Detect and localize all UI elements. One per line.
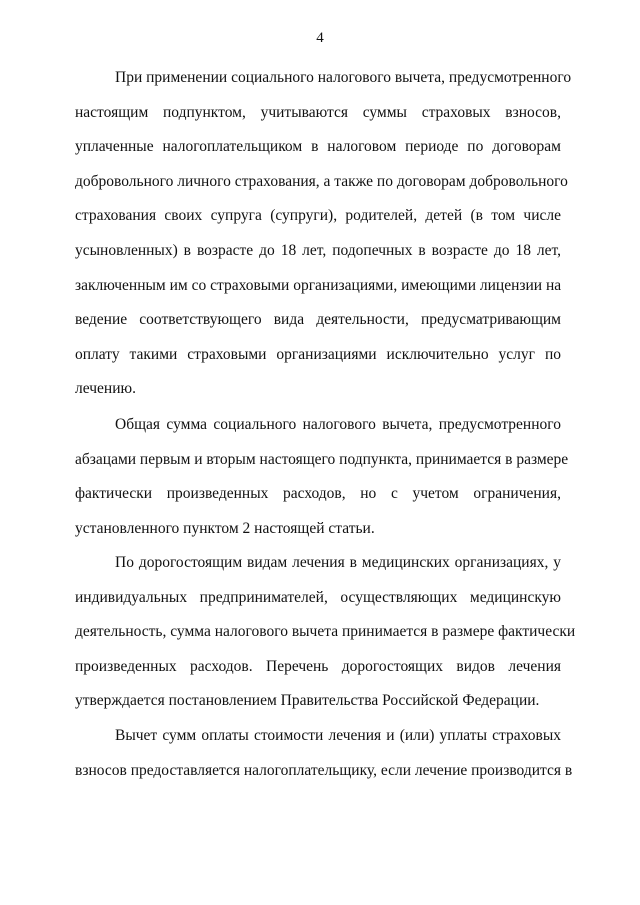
text-line: утверждается постановлением Правительства Российской Федерации. (75, 692, 540, 710)
text-line: оплату такими страховыми организациями исключительно услуг по (75, 345, 561, 363)
paragraph-deduction-conditions (75, 719, 573, 788)
text-line: При применении социального налогового вычета, предусмотренного (115, 69, 572, 86)
text-line: заключенным им со страховыми организациями, имеющими лицензии на (75, 276, 562, 294)
text-line: усыновленных) в возрасте до 18 лет, подопечных в возрасте до 18 лет, (75, 241, 561, 259)
paragraph-insurance-contributions (75, 61, 572, 407)
text-line: ведение соответствующего вида деятельности, предусматривающим (75, 311, 561, 329)
text-line: По дорогостоящим видам лечения в медицинских организациях, у (115, 554, 561, 571)
text-line: взносов предоставляется налогоплательщику, если лечение производится в (75, 761, 573, 779)
text-line: произведенных расходов. Перечень дорогостоящих видов лечения (75, 657, 561, 675)
text-line: индивидуальных предпринимателей, осуществляющих медицинскую (75, 588, 561, 606)
text-line: фактически произведенных расходов, но с учетом ограничения, (75, 485, 561, 503)
text-line: страхования своих супруга (супруги), родителей, детей (в том числе (75, 207, 561, 225)
paragraph-expensive-treatment (75, 546, 576, 719)
text-line: лечению. (75, 380, 136, 398)
text-line: Вычет сумм оплаты стоимости лечения и (или) уплаты страховых (115, 727, 561, 744)
text-line: уплаченные налогоплательщиком в налоговом периоде по договорам (75, 138, 561, 156)
text-line: добровольного личного страхования, а также по договорам добровольного (75, 172, 568, 190)
text-line: абзацами первым и вторым настоящего подпункта, принимается в размере (75, 450, 569, 468)
text-line: установленного пунктом 2 настоящей статьи. (75, 519, 375, 537)
text-line: настоящим подпунктом, учитываются суммы страховых взносов, (75, 103, 561, 121)
page-number: 4 (316, 30, 324, 46)
text-line: деятельность, сумма налогового вычета принимается в размере фактически (75, 623, 576, 641)
paragraph-total-deduction (75, 408, 569, 546)
text-line: Общая сумма социального налогового вычета, предусмотренного (115, 416, 561, 433)
